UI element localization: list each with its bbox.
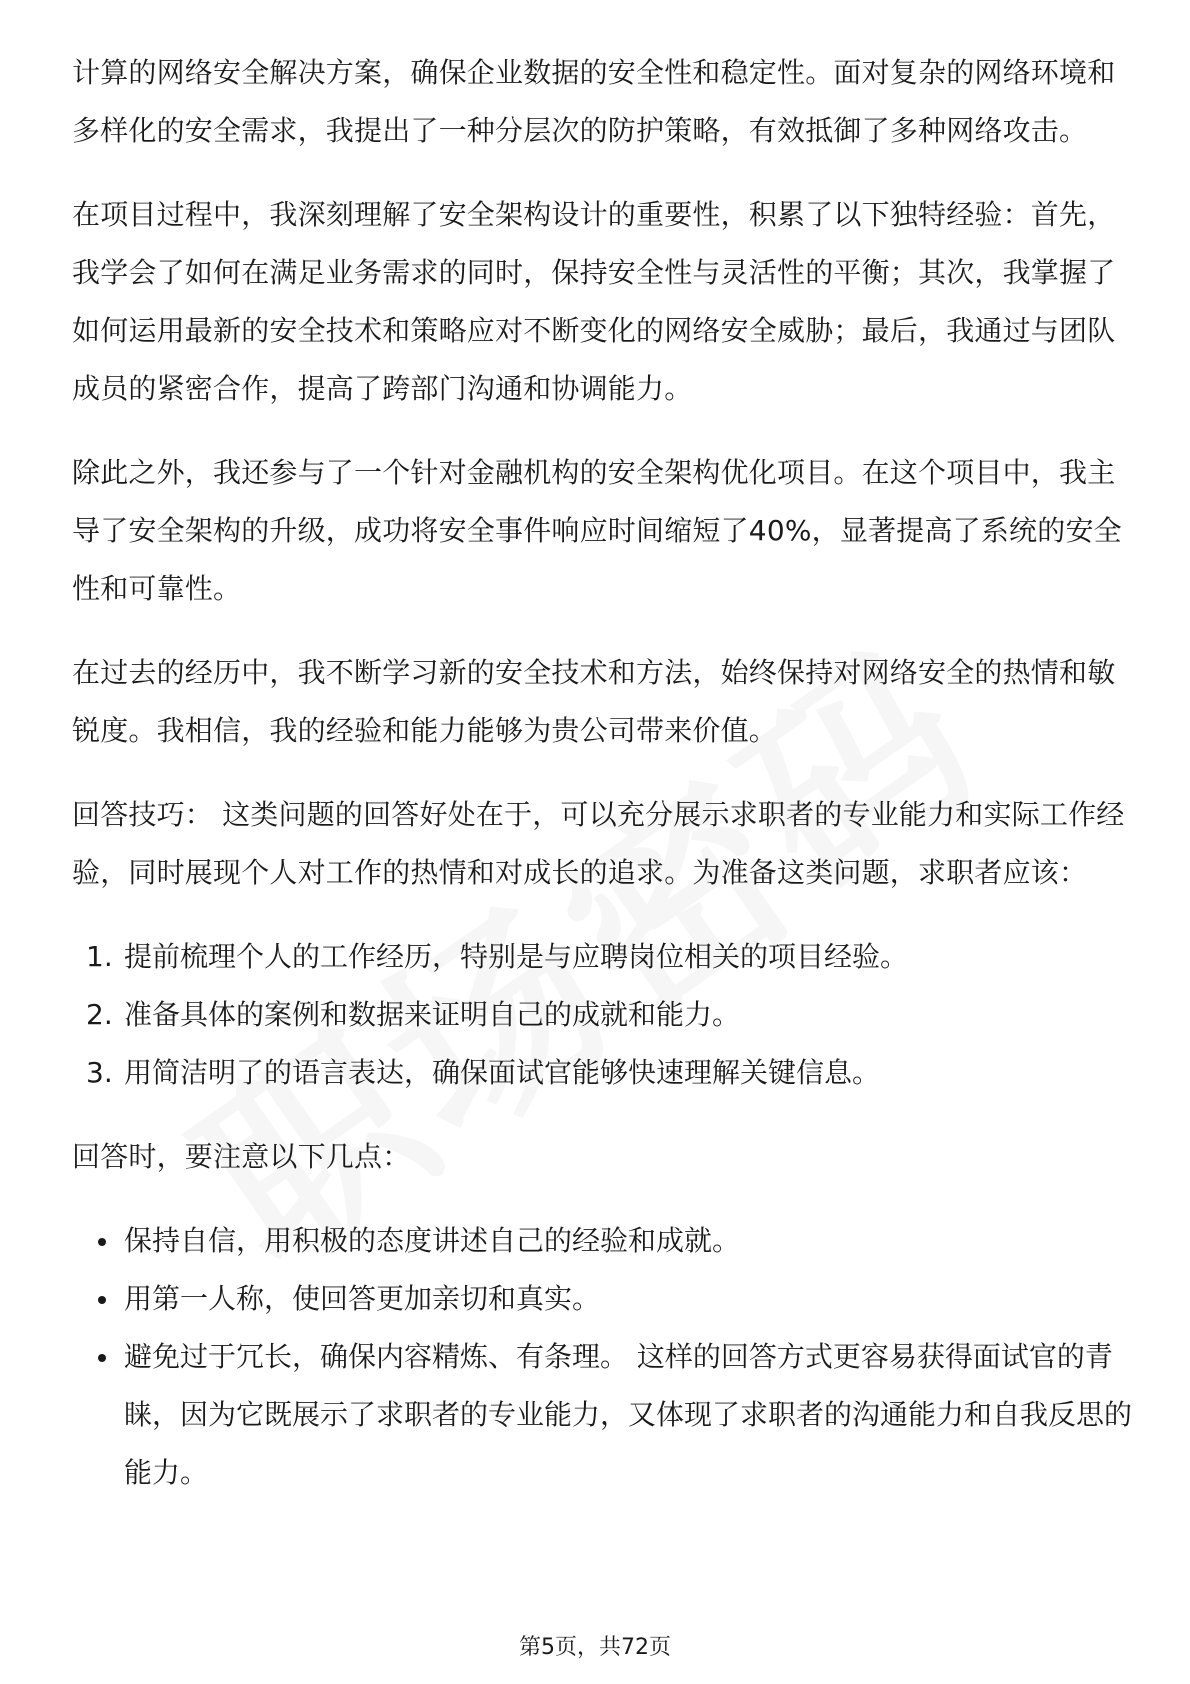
- bullet-icon: [98, 1296, 106, 1304]
- notes-list: [72, 1212, 1132, 1502]
- paragraph-4: 在过去的经历中，我不断学习新的安全技术和方法，始终保持对网络安全的热情和敏锐度。我相信，我的经验和能力能够为贵公司带来价值。: [72, 656, 1116, 747]
- list-item-text: 用简洁明了的语言表达，确保面试官能够快速理解关键信息。: [124, 1056, 881, 1089]
- page-content: [72, 44, 1132, 1528]
- bullet-icon: [98, 1354, 106, 1362]
- answer-tips-paragraph: 回答技巧： 这类问题的回答好处在于，可以充分展示求职者的专业能力和实际工作经验，同时展现个人对工作的热情和对成长的追求。为准备这类问题，求职者应该：: [72, 798, 1125, 889]
- bullet-icon: [98, 1238, 106, 1246]
- list-item: [72, 1212, 1132, 1270]
- list-item-text: 保持自信，用积极的态度讲述自己的经验和成就。: [124, 1224, 741, 1257]
- page-number-footer: 第5页，共72页: [519, 1635, 671, 1660]
- paragraph-2: 在项目过程中，我深刻理解了安全架构设计的重要性，积累了以下独特经验：首先，我学会了如何在满足业务需求的同时，保持安全性与灵活性的平衡；其次，我掌握了如何运用最新的安全技术和策略应对不断变化的网络安全威胁；最后，我通过与团队成员的紧密合作，提高了跨部门沟通和协调能力。: [72, 198, 1116, 405]
- list-number: 3.: [86, 1056, 113, 1089]
- paragraph-1: 计算的网络安全解决方案，确保企业数据的安全性和稳定性。面对复杂的网络环境和多样化的安全需求，我提出了一种分层次的防护策略，有效抵御了多种网络攻击。: [72, 56, 1116, 147]
- list-item-text: 用第一人称，使回答更加亲切和真实。: [124, 1282, 601, 1315]
- list-number: 1.: [86, 940, 113, 973]
- list-item-text: 提前梳理个人的工作经历，特别是与应聘岗位相关的项目经验。: [124, 940, 909, 973]
- list-item: [72, 1328, 1132, 1502]
- list-item: [72, 1270, 1132, 1328]
- list-item: [72, 986, 1132, 1044]
- list-number: 2.: [86, 998, 113, 1031]
- list-item: [72, 928, 1132, 986]
- list-item: [72, 1044, 1132, 1102]
- list-item-text: 避免过于冗长，确保内容精炼、有条理。 这样的回答方式更容易获得面试官的青睐，因为它既展示了求职者的专业能力，又体现了求职者的沟通能力和自我反思的能力。: [124, 1340, 1133, 1489]
- list-item-text: 准备具体的案例和数据来证明自己的成就和能力。: [124, 998, 741, 1031]
- preparation-list: [72, 928, 1132, 1102]
- notes-heading: 回答时，要注意以下几点：: [72, 1140, 411, 1173]
- paragraph-3: 除此之外，我还参与了一个针对金融机构的安全架构优化项目。在这个项目中，我主导了安全架构的升级，成功将安全事件响应时间缩短了40%，显著提高了系统的安全性和可靠性。: [72, 456, 1122, 605]
